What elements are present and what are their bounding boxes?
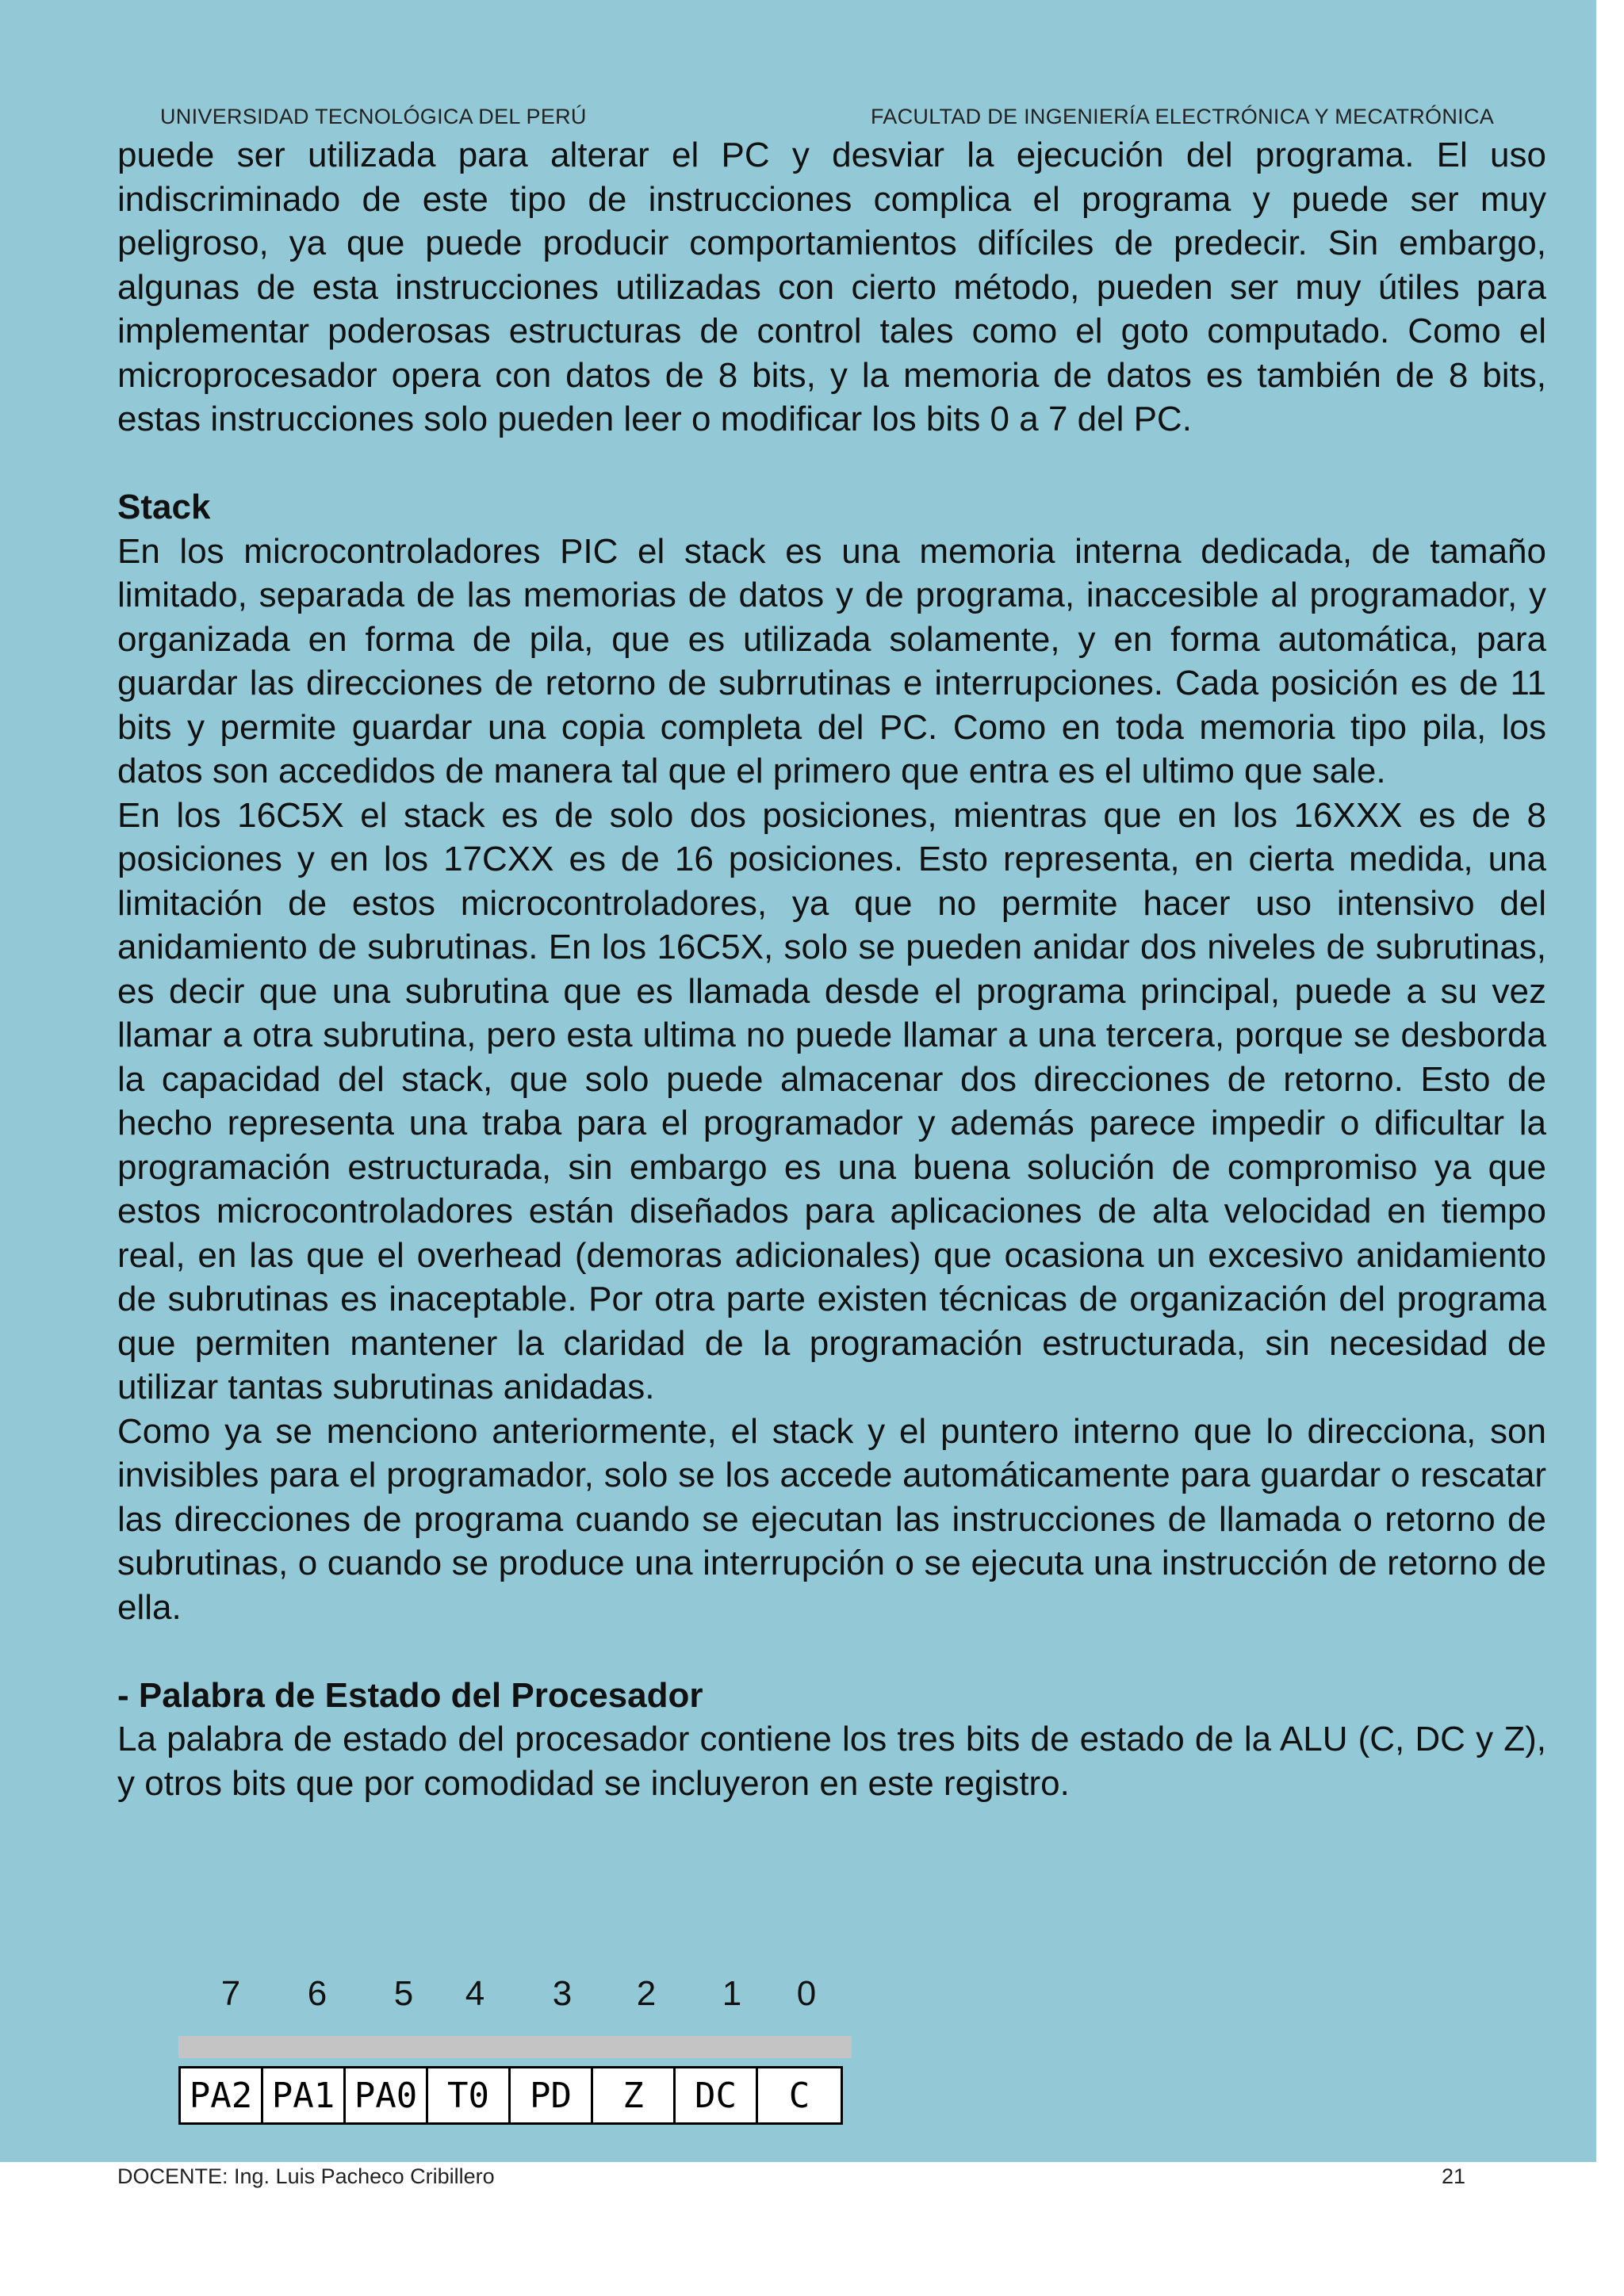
bit-number: 2: [636, 1974, 657, 2013]
bit-number-row: [0, 1974, 1596, 2022]
footer-teacher: DOCENTE: Ing. Luis Pacheco Cribillero: [117, 2164, 495, 2188]
register-cell-dc: DC: [676, 2068, 758, 2122]
bit-number: 5: [393, 1974, 414, 2013]
register-cell-z: Z: [593, 2068, 676, 2122]
psw-paragraph: La palabra de estado del procesador contiene los tres bits de estado de la ALU (C, DC y Z), y otros bits que por comodidad se incluyeron en este registro.: [117, 1720, 1546, 1803]
register-cell-pd: PD: [511, 2068, 593, 2122]
page-number: 21: [1442, 2164, 1466, 2188]
bit-number: 1: [722, 1974, 742, 2013]
intro-paragraph: puede ser utilizada para alterar el PC y desviar la ejecución del programa. El uso indiscriminado de este tipo de instrucciones complica el programa y puede ser muy peligroso, ya que puede producir comportamientos difíciles de predecir. Sin embargo, algunas de esta instrucciones utilizadas con cierto método, pueden ser muy útiles para implementar poderosas estructuras de control tales como el goto computado. Como el microprocesador opera con datos de 8 bits, y la memoria de datos es también de 8 bits, estas instrucciones solo pueden leer o modificar los bits 0 a 7 del PC.: [117, 136, 1546, 438]
bit-number: 7: [220, 1974, 241, 2013]
register-header-bar: [178, 2036, 852, 2058]
stack-paragraph-1: En los microcontroladores PIC el stack es una memoria interna dedicada, de tamaño limitado, separada de las memorias de datos y de programa, inaccesible al programador, y organizada en forma de pila, que es utilizada solamente, y en forma automática, para guardar las direcciones de retorno de subrrutinas e interrupciones. Cada posición es de 11 bits y permite guardar una copia completa del PC. Como en toda memoria tipo pila, los datos son accedidos de manera tal que el primero que entra es el ultimo que sale.: [117, 531, 1546, 790]
header-faculty: FACULTAD DE INGENIERÍA ELECTRÓNICA Y MECATRÓNICA: [871, 105, 1495, 128]
header-university: UNIVERSIDAD TECNOLÓGICA DEL PERÚ: [160, 105, 587, 128]
register-cell-pa0: PA0: [346, 2068, 428, 2122]
stack-paragraph-2: En los 16C5X el stack es de solo dos posiciones, mientras que en los 16XXX es de 8 posiciones y en los 17CXX es de 16 posiciones. Esto representa, en cierta medida, una limitación de estos microcontroladores, ya que no permite hacer uso intensivo del anidamiento de subrutinas. En los 16C5X, solo se pueden anidar dos niveles de subrutinas, es decir que una subrutina que es llamada desde el programa principal, puede a su vez llamar a otra subrutina, pero esta ultima no puede llamar a una tercera, porque se desborda la capacidad del stack, que solo puede almacenar dos direcciones de retorno. Esto de hecho representa una traba para el programador y además parece impedir o dificultar la programación estructurada, sin embargo es una buena solución de compromiso ya que estos microcontroladores están diseñados para aplicaciones de alta velocidad en tiempo real, en las que el overhead (demoras adicionales) que ocasiona un excesivo anidamiento de subrutinas es inaceptable. Por otra parte existen técnicas de organización del programa que permiten mantener la claridad de la programación estructurada, sin necesidad de utilizar tantas subrutinas anidadas.: [117, 795, 1546, 1406]
status-register-diagram: [178, 2066, 843, 2125]
bit-number: 6: [307, 1974, 327, 2013]
bit-number: 0: [796, 1974, 817, 2013]
stack-heading: Stack: [117, 488, 211, 526]
bit-number: 4: [465, 1974, 485, 2013]
register-cell-t0: T0: [428, 2068, 511, 2122]
stack-paragraph-3: Como ya se menciono anteriormente, el stack y el puntero interno que lo direcciona, son invisibles para el programador, solo se los accede automáticamente para guardar o rescatar las direcciones de programa cuando se ejecutan las instrucciones de llamada o retorno de subrutinas, o cuando se produce una interrupción o se ejecuta una instrucción de retorno de ella.: [117, 1411, 1546, 1627]
page-content: [117, 133, 1546, 1805]
register-cell-pa1: PA1: [263, 2068, 346, 2122]
psw-heading: - Palabra de Estado del Procesador: [117, 1675, 703, 1715]
register-cell-c: C: [788, 2075, 810, 2116]
bit-number: 3: [552, 1974, 573, 2013]
register-cell-pa2: PA2: [181, 2068, 263, 2122]
